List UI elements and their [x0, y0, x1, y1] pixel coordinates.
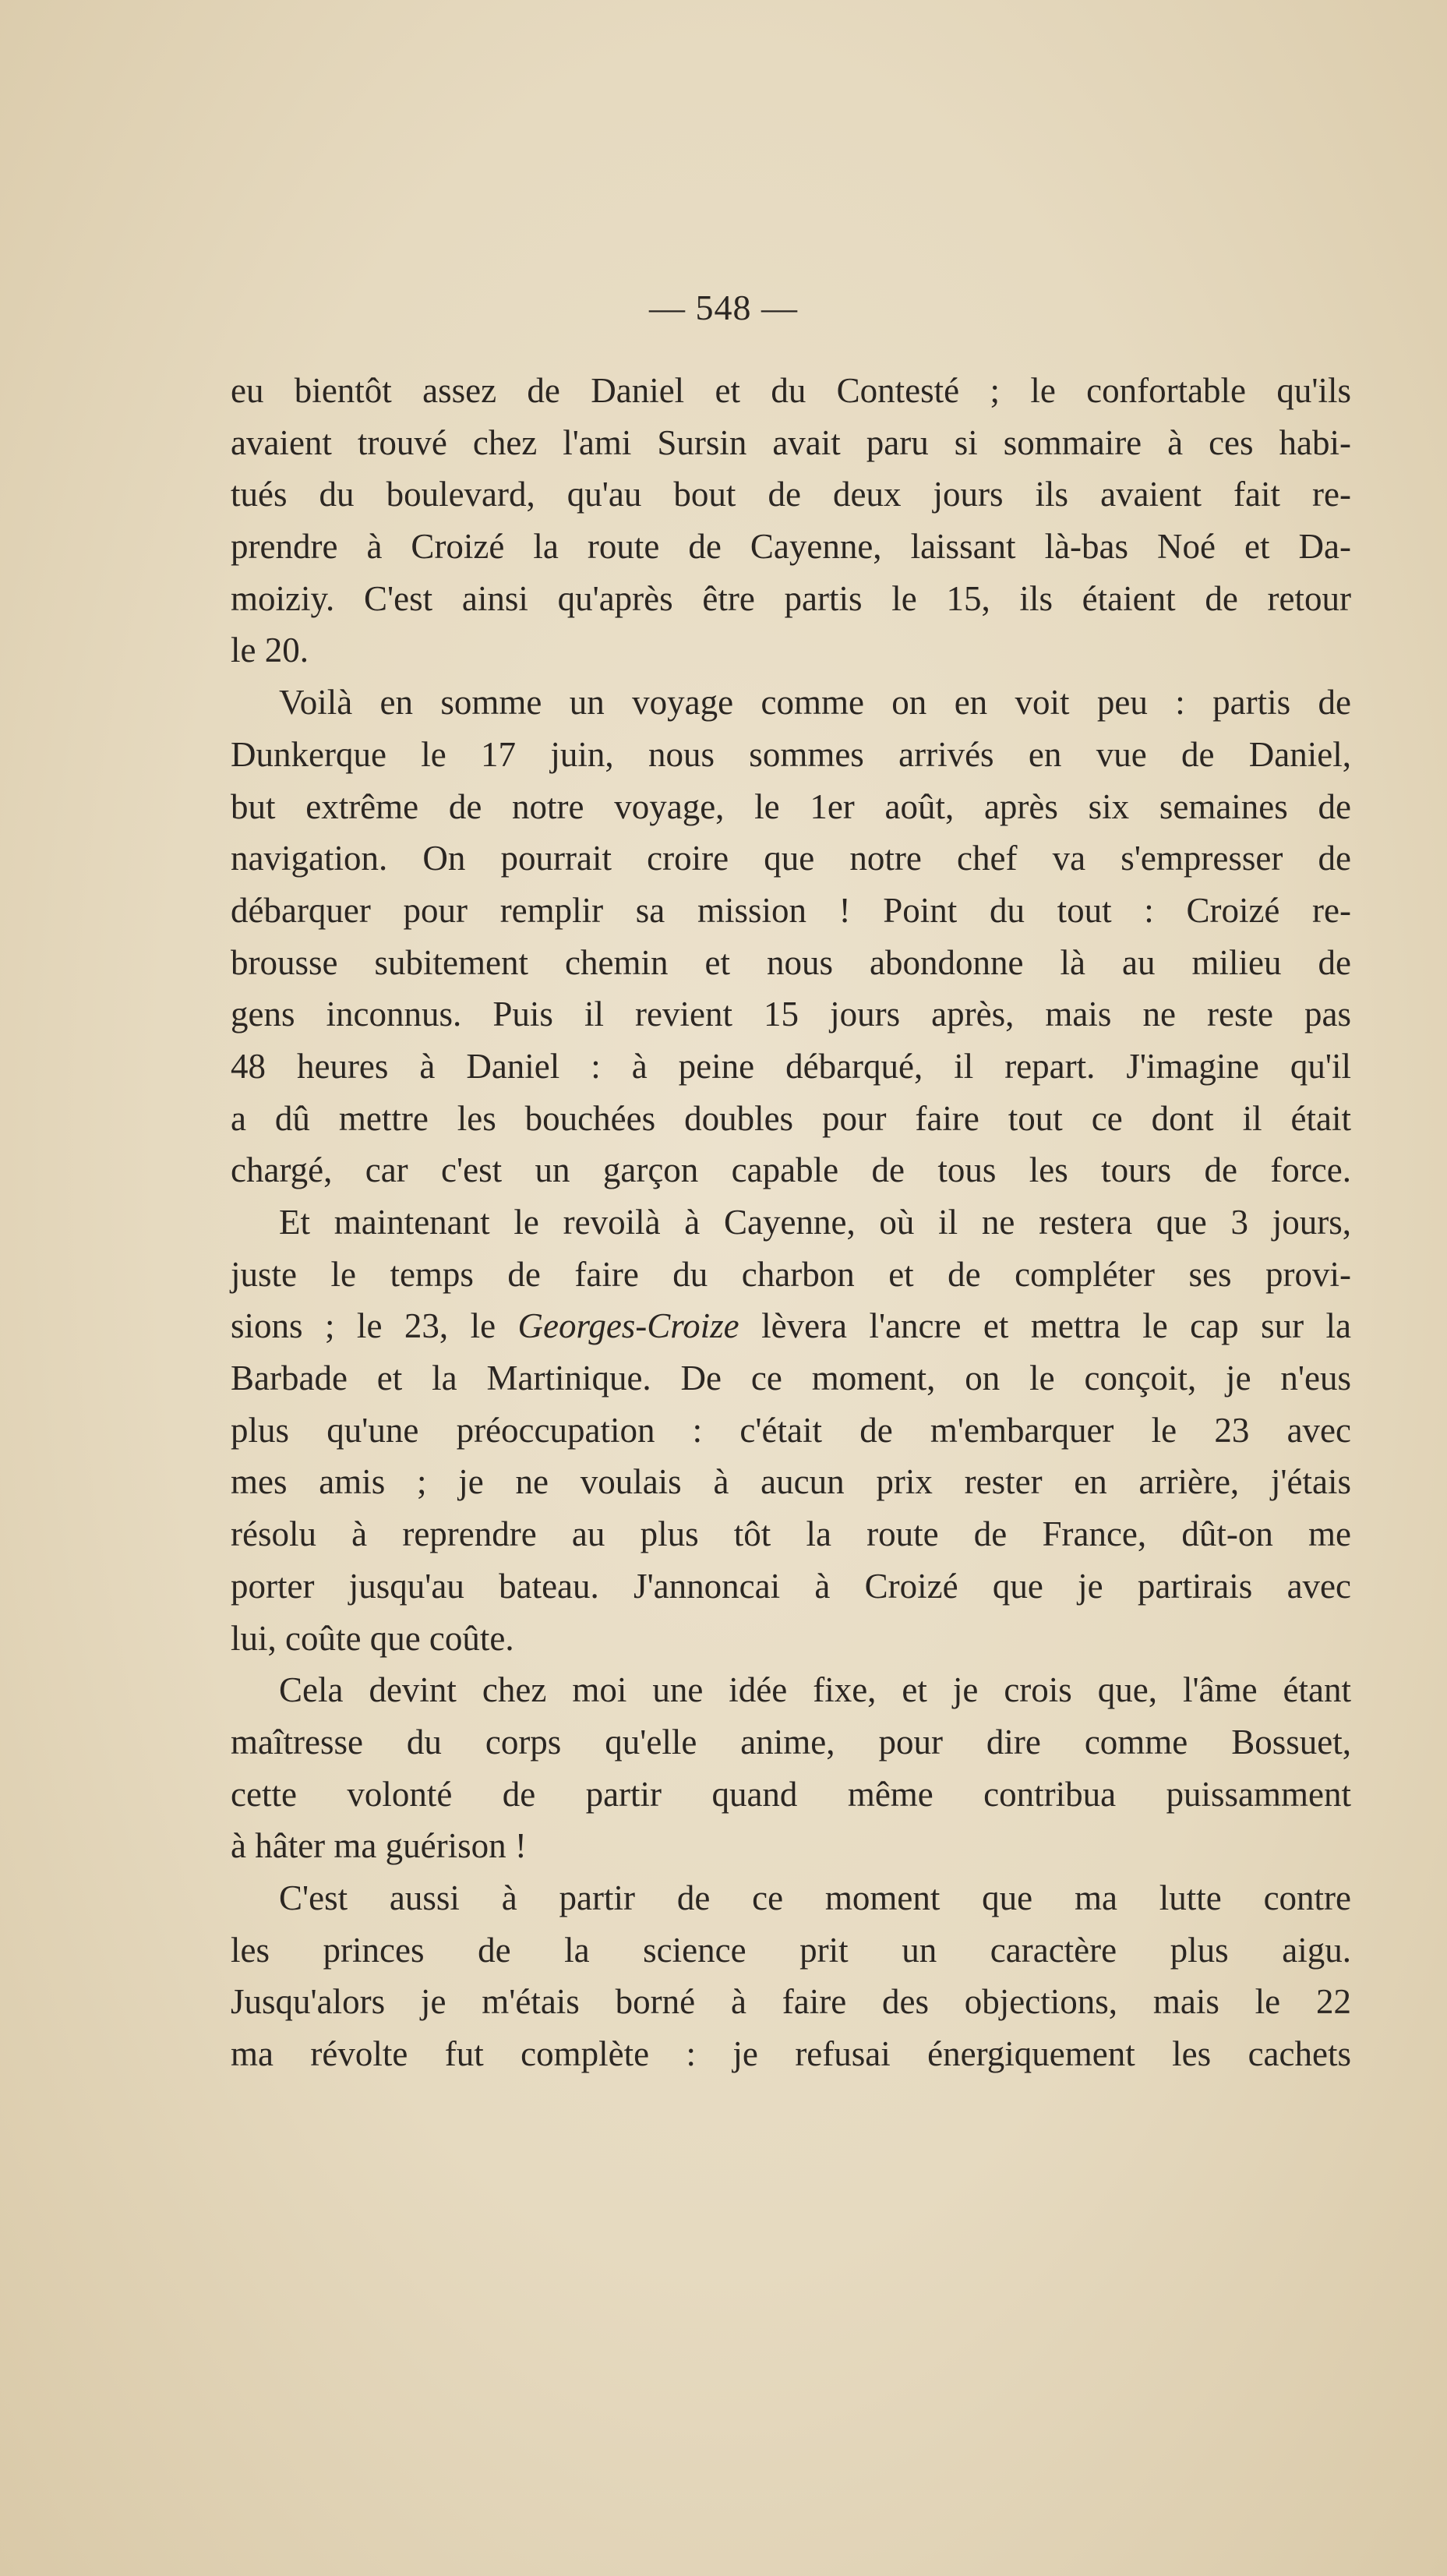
text-line: chargé, car c'est un garçon capable de tous les tours de force. — [231, 1150, 1351, 1190]
text-line: navigation. On pourrait croire que notre chef va s'empresser de — [231, 839, 1351, 878]
body-text — [231, 365, 1351, 2080]
text-line: porter jusqu'au bateau. J'annoncai à Croizé que je partirais avec — [231, 1566, 1351, 1606]
text-line: ma révolte fut complète : je refusai énergiquement les cachets — [231, 2034, 1351, 2073]
text-line: résolu à reprendre au plus tôt la route de France, dût-on me — [231, 1514, 1351, 1554]
text-line: a dû mettre les bouchées doubles pour faire tout ce dont il était — [231, 1098, 1351, 1138]
text-line: maîtresse du corps qu'elle anime, pour dire comme Bossuet, — [231, 1722, 1351, 1762]
text-line: avaient trouvé chez l'ami Sursin avait paru si sommaire à ces habi- — [231, 422, 1351, 462]
text-line: Dunkerque le 17 juin, nous sommes arrivés en vue de Daniel, — [231, 734, 1351, 774]
text-line: à hâter ma guérison ! — [231, 1826, 527, 1866]
text-line: gens inconnus. Puis il revient 15 jours après, mais ne reste pas — [231, 995, 1351, 1034]
text-line: Et maintenant le revoilà à Cayenne, où il ne restera que 3 jours, — [279, 1203, 1351, 1242]
text-line: brousse subitement chemin et nous abondonne là au milieu de — [231, 942, 1351, 982]
text-line: 48 heures à Daniel : à peine débarqué, il repart. J'imagine qu'il — [231, 1046, 1351, 1086]
text-line: tués du boulevard, qu'au bout de deux jours ils avaient fait re- — [231, 475, 1351, 514]
text-line: juste le temps de faire du charbon et de compléter ses provi- — [231, 1254, 1351, 1294]
text-line: Barbade et la Martinique. De ce moment, on le conçoit, je n'eus — [231, 1359, 1351, 1398]
text-line: mes amis ; je ne voulais à aucun prix rester en arrière, j'étais — [231, 1462, 1351, 1502]
text-line: eu bientôt assez de Daniel et du Contesté ; le confortable qu'ils — [231, 371, 1351, 410]
text-line: le 20. — [231, 631, 309, 670]
ship-name: Georges-Croize — [517, 1306, 739, 1346]
text-line: moiziy. C'est ainsi qu'après être partis le 15, ils étaient de retour — [231, 578, 1351, 618]
text-segment: lèvera l'ancre et mettra le cap sur la — [739, 1306, 1351, 1346]
page-number: — 548 — — [649, 288, 798, 327]
text-line: cette volonté de partir quand même contribua puissamment — [231, 1774, 1351, 1814]
text-line: débarquer pour remplir sa mission ! Point du tout : Croizé re- — [231, 890, 1351, 930]
text-line: Cela devint chez moi une idée fixe, et je crois que, l'âme étant — [279, 1670, 1351, 1710]
text-line: Voilà en somme un voyage comme on en voit peu : partis de — [279, 683, 1351, 723]
text-line: C'est aussi à partir de ce moment que ma lutte contre — [279, 1878, 1351, 1917]
text-line: Jusqu'alors je m'étais borné à faire des objections, mais le 22 — [231, 1982, 1351, 2022]
text-segment: sions ; le 23, le — [231, 1306, 518, 1346]
text-line: prendre à Croizé la route de Cayenne, laissant là-bas Noé et Da- — [231, 527, 1351, 567]
text-line: lui, coûte que coûte. — [231, 1618, 514, 1658]
text-line: plus qu'une préoccupation : c'était de m'embarquer le 23 avec — [231, 1410, 1351, 1450]
text-line: but extrême de notre voyage, le 1er août, après six semaines de — [231, 786, 1351, 826]
text-line: les princes de la science prit un caractère plus aigu. — [231, 1930, 1351, 1970]
text-line — [231, 1300, 1351, 1352]
